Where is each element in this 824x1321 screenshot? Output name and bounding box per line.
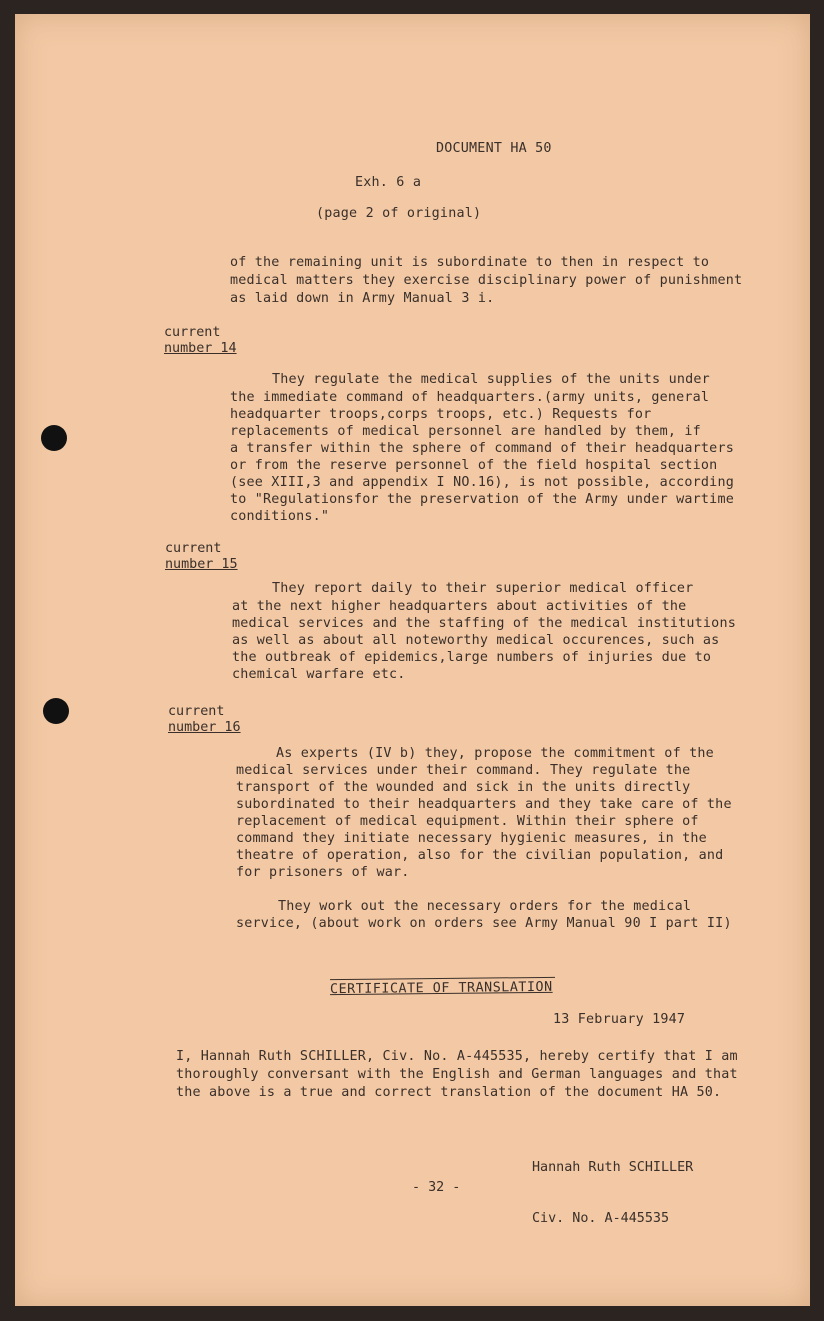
text-line: or from the reserve personnel of the field hospital section <box>230 458 718 473</box>
punch-hole <box>43 698 69 724</box>
text-line: the outbreak of epidemics,large numbers of injuries due to <box>232 650 712 665</box>
text-line: medical services and the staffing of the medical institutions <box>232 616 736 631</box>
text-line: as laid down in Army Manual 3 i. <box>230 291 495 306</box>
signature-civ-number: Civ. No. A-445535 <box>532 1211 670 1226</box>
margin-label-number: number 14 <box>164 341 237 356</box>
page-note: (page 2 of original) <box>316 206 482 221</box>
margin-label-number: number 16 <box>168 720 241 735</box>
text-line: at the next higher headquarters about activities of the <box>232 599 687 614</box>
margin-label-15 <box>165 541 238 573</box>
text-line: theatre of operation, also for the civilian population, and <box>236 848 724 863</box>
margin-label-top: current <box>164 325 221 340</box>
text-line: medical matters they exercise disciplinary power of punishment <box>230 273 743 288</box>
text-line: They work out the necessary orders for the medical <box>278 899 692 914</box>
text-line: subordinated to their headquarters and they take care of the <box>236 797 732 812</box>
margin-label-top: current <box>168 704 225 719</box>
margin-label-top: current <box>165 541 222 556</box>
text-line: the immediate command of headquarters.(army units, general <box>230 390 710 405</box>
certificate-title: CERTIFICATE OF TRANSLATION <box>329 979 553 998</box>
text-line: I, Hannah Ruth SCHILLER, Civ. No. A-445535, hereby certify that I am <box>176 1049 738 1064</box>
document-id: DOCUMENT HA 50 <box>436 141 552 156</box>
text-line: medical services under their command. They regulate the <box>236 763 691 778</box>
text-line: replacement of medical equipment. Within their sphere of <box>236 814 699 829</box>
margin-label-14 <box>164 325 237 357</box>
text-line: They regulate the medical supplies of the units under <box>272 372 710 387</box>
text-line: as well as about all noteworthy medical occurences, such as <box>232 633 720 648</box>
text-line: (see XIII,3 and appendix I NO.16), is not possible, according <box>230 475 734 490</box>
text-line: They report daily to their superior medical officer <box>272 581 694 596</box>
punch-hole <box>41 425 67 451</box>
margin-label-number: number 15 <box>165 557 238 572</box>
text-line: service, (about work on orders see Army Manual 90 I part II) <box>236 916 732 931</box>
text-line: headquarter troops,corps troops, etc.) Requests for <box>230 407 652 422</box>
text-line: the above is a true and correct translation of the document HA 50. <box>176 1085 722 1100</box>
text-line: command they initiate necessary hygienic measures, in the <box>236 831 707 846</box>
text-line: chemical warfare etc. <box>232 667 406 682</box>
page-number: - 32 - <box>412 1180 461 1195</box>
text-line: a transfer within the sphere of command of their headquarters <box>230 441 734 456</box>
text-line: transport of the wounded and sick in the units directly <box>236 780 691 795</box>
text-line: thoroughly conversant with the English and German languages and that <box>176 1067 738 1082</box>
signature-name: Hannah Ruth SCHILLER <box>532 1160 694 1175</box>
certificate-date: 13 February 1947 <box>553 1012 686 1027</box>
text-line: of the remaining unit is subordinate to then in respect to <box>230 255 710 270</box>
text-line: replacements of medical personnel are handled by them, if <box>230 424 701 439</box>
text-line: conditions." <box>230 509 330 524</box>
margin-label-16 <box>168 704 241 736</box>
text-line: As experts (IV b) they, propose the commitment of the <box>276 746 714 761</box>
text-line: to "Regulationsfor the preservation of the Army under wartime <box>230 492 734 507</box>
text-line: for prisoners of war. <box>236 865 410 880</box>
signature-block <box>532 1125 693 1244</box>
exhibit-label: Exh. 6 a <box>355 175 422 190</box>
